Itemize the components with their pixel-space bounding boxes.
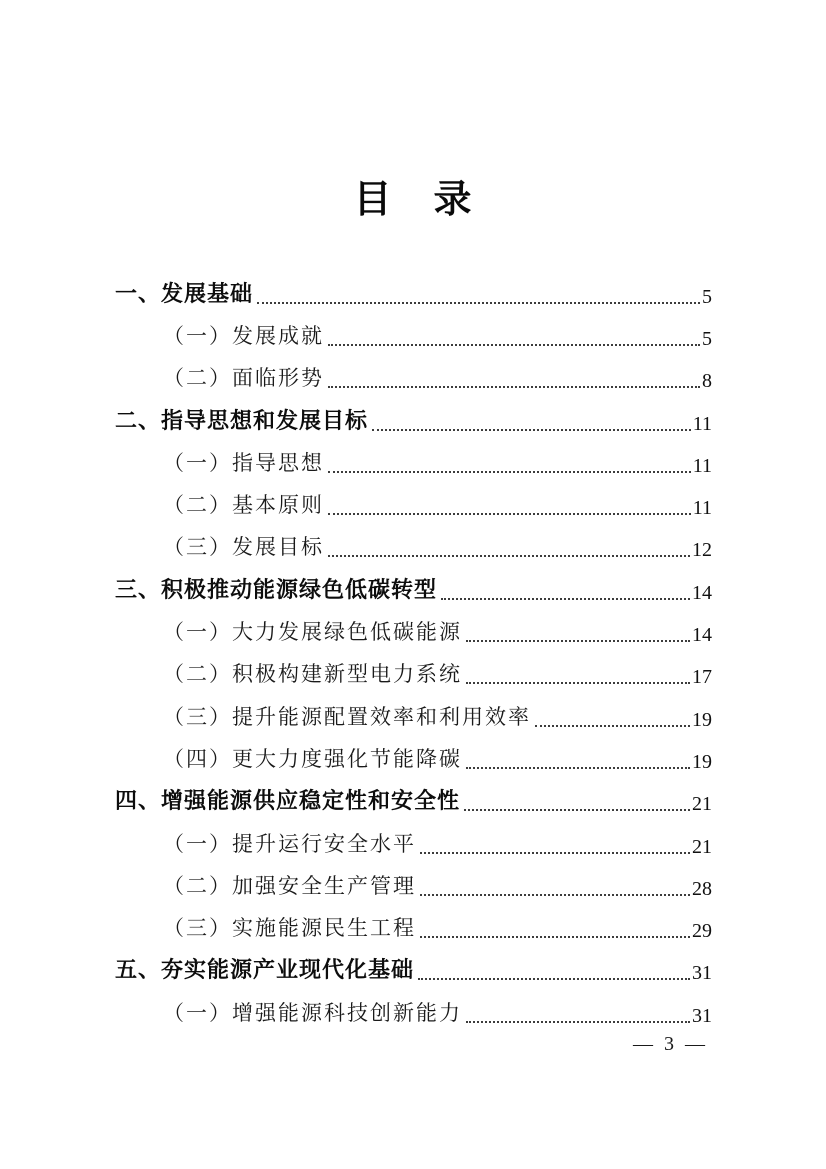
- toc-entry-page: 19: [692, 708, 712, 731]
- toc-entry: [115, 358, 712, 400]
- dot-leader: [420, 852, 690, 854]
- toc-entry-page: 5: [702, 285, 712, 308]
- toc-entry: [115, 781, 712, 823]
- toc-entry-label: （四）更大力度强化节能降碳: [163, 746, 462, 771]
- dot-leader: [328, 344, 700, 346]
- toc-entry-label: 三、积极推动能源绿色低碳转型: [115, 576, 438, 602]
- toc-entry-page: 21: [692, 793, 712, 816]
- toc-entry: [115, 443, 712, 485]
- toc-entry: [115, 569, 712, 611]
- toc-entry-label: 二、指导思想和发展目标: [115, 407, 369, 433]
- toc-entry: [115, 316, 712, 358]
- dot-leader: [464, 809, 690, 811]
- toc-entry-label: （一）提升运行安全水平: [163, 831, 416, 856]
- toc-entry: [115, 400, 712, 442]
- toc-entry-page: 28: [692, 877, 712, 900]
- toc-entry-label: （三）提升能源配置效率和利用效率: [163, 704, 531, 729]
- toc-entry: [115, 654, 712, 696]
- toc-entry: [115, 273, 712, 315]
- toc-entry: [115, 739, 712, 781]
- toc-entry-label: （三）发展目标: [163, 535, 324, 560]
- toc-entry-label: （二）加强安全生产管理: [163, 873, 416, 898]
- toc-entry: [115, 950, 712, 992]
- page-title: 目 录: [353, 179, 474, 221]
- toc-entry-page: 11: [692, 412, 712, 435]
- toc-entry-label: （三）实施能源民生工程: [163, 916, 416, 941]
- toc-entry-page: 31: [692, 1004, 712, 1027]
- dot-leader: [441, 598, 690, 600]
- toc-entry-page: 21: [692, 835, 712, 858]
- toc-entry-label: （二）积极构建新型电力系统: [163, 662, 462, 687]
- dot-leader: [328, 513, 691, 515]
- toc-entry: [115, 696, 712, 738]
- toc-entry-label: （一）大力发展绿色低碳能源: [163, 620, 462, 645]
- toc-entry-page: 17: [692, 666, 712, 689]
- toc-entry-label: 四、增强能源供应稳定性和安全性: [115, 788, 461, 814]
- toc-entry-label: （一）发展成就: [163, 323, 324, 348]
- toc-entry: [115, 485, 712, 527]
- toc-entry-page: 14: [692, 624, 712, 647]
- dot-leader: [418, 978, 690, 980]
- toc-entry-page: 19: [692, 750, 712, 773]
- toc-entry: [115, 992, 712, 1034]
- dot-leader: [328, 555, 690, 557]
- toc-entry-label: （一）增强能源科技创新能力: [163, 1000, 462, 1025]
- toc-entry-label: （一）指导思想: [163, 450, 324, 475]
- dot-leader: [466, 1021, 690, 1023]
- toc-entry-page: 11: [692, 497, 712, 520]
- toc-entry: [115, 527, 712, 569]
- toc-entry-page: 14: [692, 581, 712, 604]
- toc-entry: [115, 612, 712, 654]
- toc-entry-page: 8: [702, 370, 712, 393]
- toc-entry-label: （二）基本原则: [163, 493, 324, 518]
- toc-entry: [115, 823, 712, 865]
- toc-entry-page: 11: [692, 454, 712, 477]
- toc-entry-page: 29: [692, 920, 712, 943]
- dot-leader: [466, 682, 690, 684]
- toc-entry-page: 5: [702, 327, 712, 350]
- toc-entry: [115, 866, 712, 908]
- dot-leader: [328, 386, 700, 388]
- toc-entry: [115, 908, 712, 950]
- toc-list: [115, 273, 712, 1034]
- content-column: [115, 0, 712, 1035]
- dot-leader: [420, 894, 690, 896]
- dot-leader: [466, 767, 690, 769]
- toc-entry-label: 五、夯实能源产业现代化基础: [115, 957, 415, 983]
- toc-entry-label: 一、发展基础: [115, 280, 254, 306]
- dot-leader: [420, 936, 690, 938]
- footer-page-number: — 3 —: [633, 1033, 708, 1055]
- dot-leader: [328, 471, 691, 473]
- dot-leader: [535, 725, 690, 727]
- dot-leader: [257, 302, 700, 304]
- toc-entry-page: 12: [692, 539, 712, 562]
- dot-leader: [372, 429, 691, 431]
- toc-entry-label: （二）面临形势: [163, 366, 324, 391]
- dot-leader: [466, 640, 690, 642]
- toc-entry-page: 31: [692, 962, 712, 985]
